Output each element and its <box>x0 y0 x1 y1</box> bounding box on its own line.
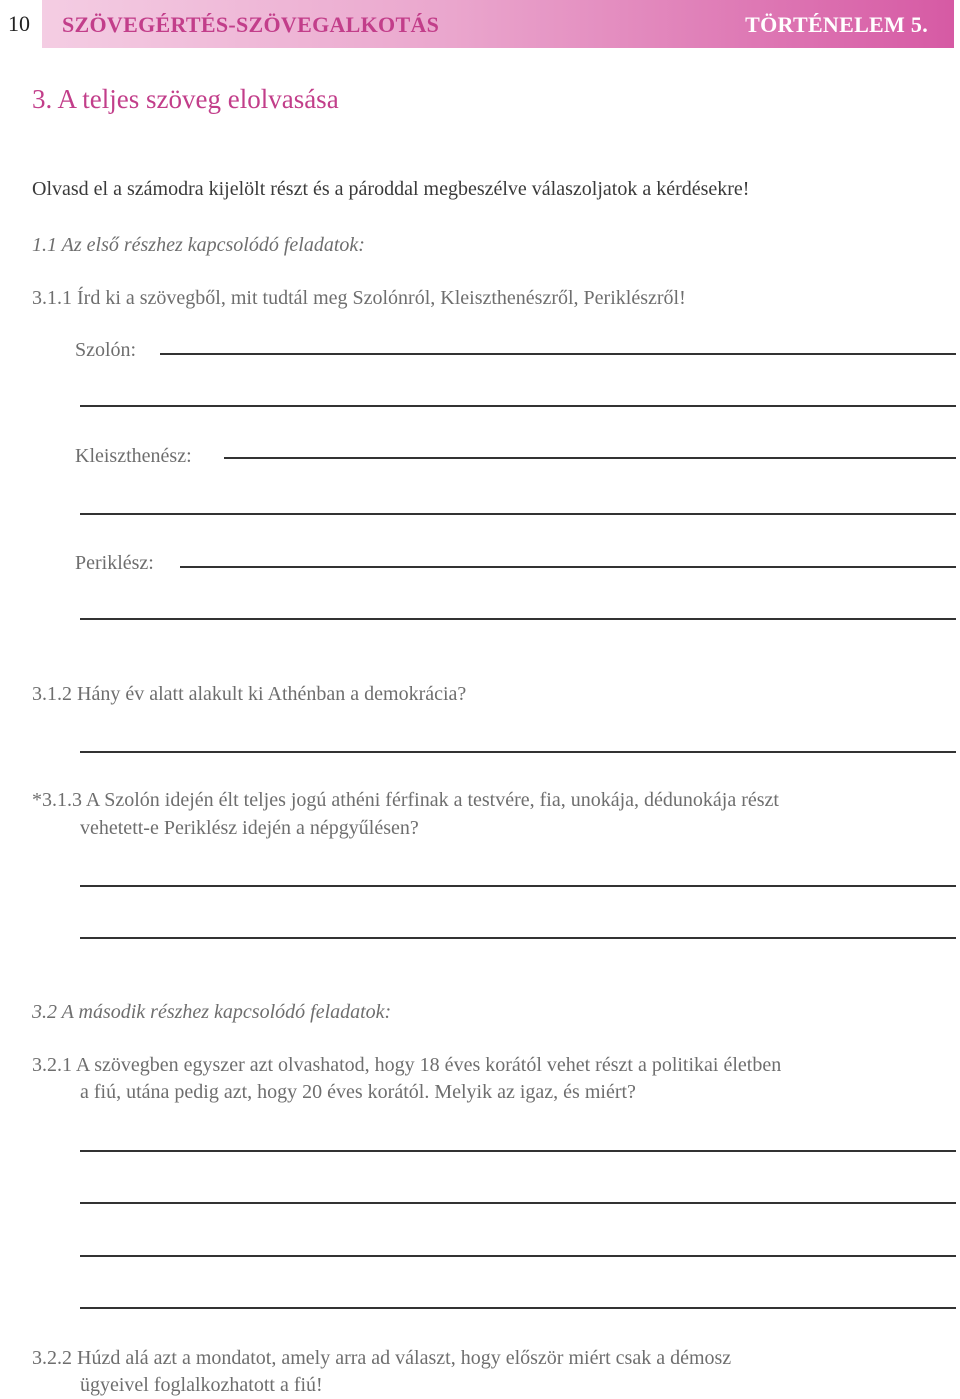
part1-heading: 1.1 Az első részhez kapcsolódó feladatok: <box>32 234 365 256</box>
answer-line-3-1-3-1[interactable] <box>80 885 956 887</box>
question-3-1-3-line1: *3.1.3 A Szolón idején élt teljes jogú athéni férfinak a testvére, fia, unokája, dédunokája részt <box>32 789 779 811</box>
label-szolon: Szolón: <box>75 339 137 361</box>
answer-line-periklesz[interactable] <box>180 566 956 568</box>
question-3-1-1: 3.1.1 Írd ki a szövegből, mit tudtál meg Szolónról, Kleiszthenészről, Periklészről! <box>32 287 686 309</box>
header-left-title: SZÖVEGÉRTÉS-SZÖVEGALKOTÁS <box>62 12 440 37</box>
instruction-text: Olvasd el a számodra kijelölt részt és a pároddal megbeszélve válaszoljatok a kérdésekre! <box>32 178 750 200</box>
answer-line-periklesz-2[interactable] <box>80 618 956 620</box>
part2-heading: 3.2 A második részhez kapcsolódó feladatok: <box>32 1001 392 1023</box>
question-3-1-3-line2: vehetett-e Periklész idején a népgyűlésen? <box>80 817 419 839</box>
page-header <box>0 0 960 48</box>
answer-line-3-2-1-3[interactable] <box>80 1255 956 1257</box>
question-3-2-2-line2: ügyeivel foglalkozhatott a fiú! <box>80 1374 323 1396</box>
question-3-2-2-line1: 3.2.2 Húzd alá azt a mondatot, amely arra ad választ, hogy először miért csak a démosz <box>32 1347 732 1369</box>
answer-line-3-2-1-2[interactable] <box>80 1202 956 1204</box>
answer-line-kleiszthenesz-2[interactable] <box>80 513 956 515</box>
answer-line-3-2-1-4[interactable] <box>80 1307 956 1309</box>
header-band <box>42 0 954 48</box>
question-3-2-1-line2: a fiú, utána pedig azt, hogy 20 éves korától. Melyik az igaz, és miért? <box>80 1081 636 1103</box>
answer-line-3-2-1-1[interactable] <box>80 1150 956 1152</box>
label-kleiszthenesz: Kleiszthenész: <box>75 445 192 467</box>
answer-line-szolon[interactable] <box>160 353 956 355</box>
question-3-2-1-line1: 3.2.1 A szövegben egyszer azt olvashatod, hogy 18 éves korától vehet részt a politikai életben <box>32 1054 782 1076</box>
answer-line-szolon-2[interactable] <box>80 405 956 407</box>
answer-line-3-1-3-2[interactable] <box>80 937 956 939</box>
header-right-title: TÖRTÉNELEM 5. <box>745 12 928 37</box>
label-periklesz: Periklész: <box>75 552 154 574</box>
question-3-1-2: 3.1.2 Hány év alatt alakult ki Athénban a demokrácia? <box>32 683 467 705</box>
answer-line-3-1-2[interactable] <box>80 751 956 753</box>
answer-line-kleiszthenesz[interactable] <box>224 457 956 459</box>
section-title: 3. A teljes szöveg elolvasása <box>32 84 339 114</box>
page-number: 10 <box>0 0 42 48</box>
